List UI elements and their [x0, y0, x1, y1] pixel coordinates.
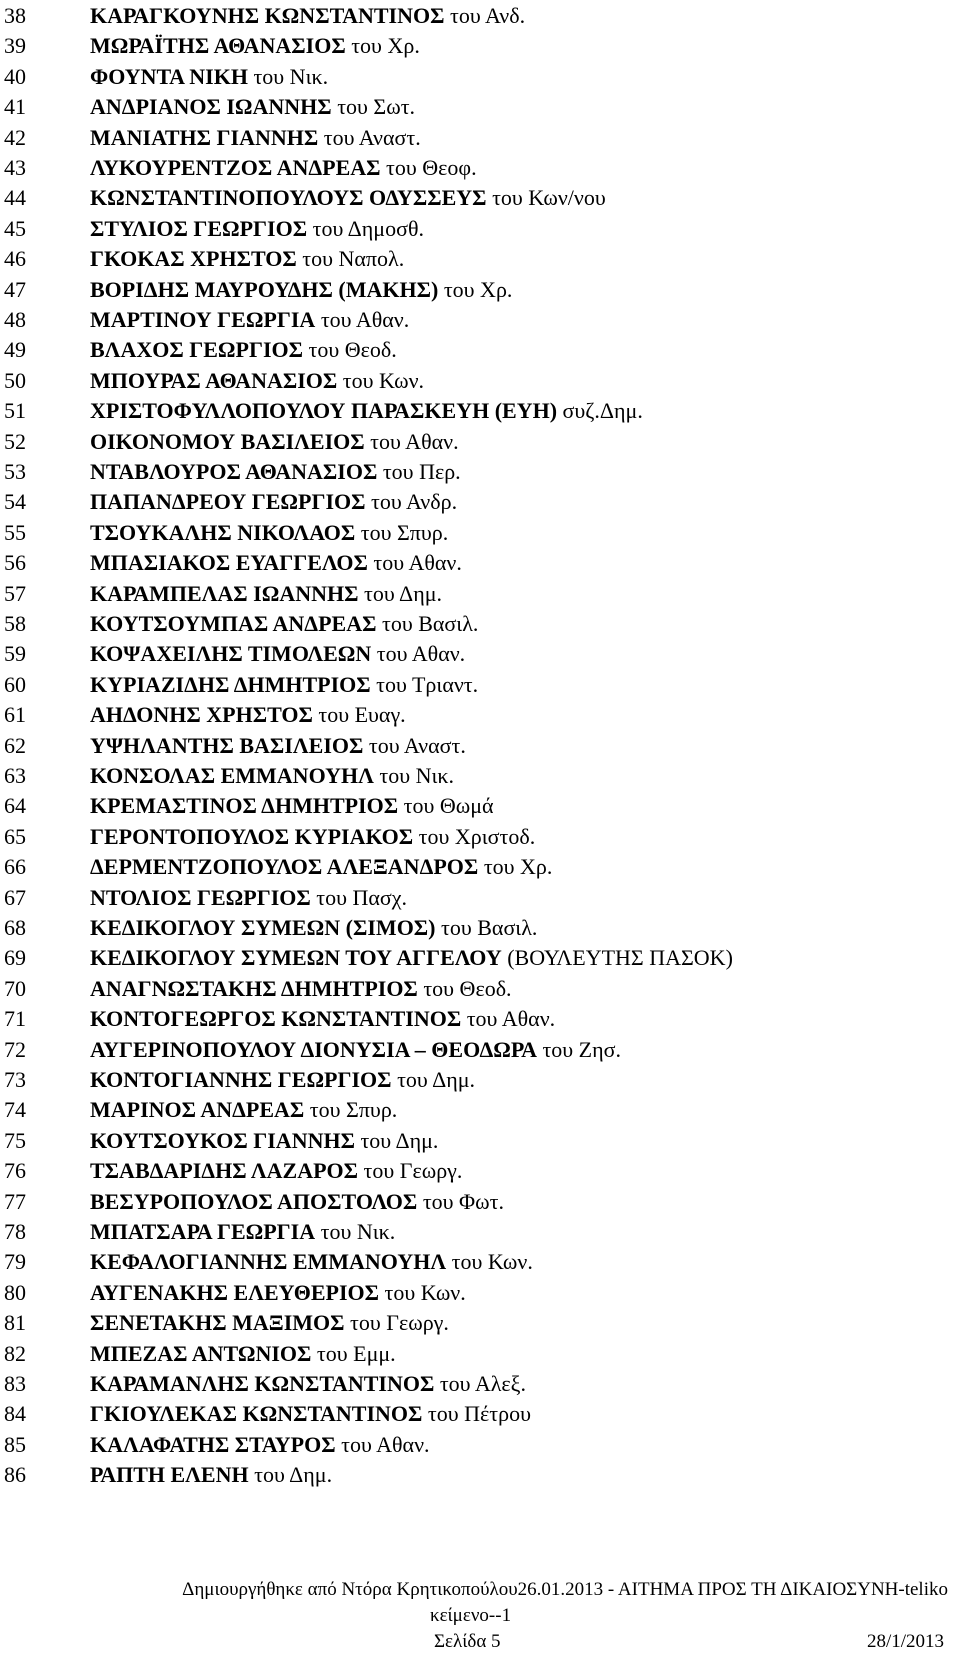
item-entry	[90, 608, 478, 639]
item-number: 67	[4, 884, 26, 910]
item-number: 55	[4, 519, 26, 545]
item-suffix: του Δημ.	[354, 1127, 439, 1153]
item-number: 65	[4, 823, 26, 849]
list-item	[0, 760, 960, 791]
item-entry	[90, 1246, 533, 1277]
item-entry	[90, 547, 462, 578]
item-entry	[90, 1003, 555, 1034]
item-suffix: του Πασχ.	[310, 884, 408, 910]
item-number: 80	[4, 1279, 26, 1305]
list-item	[0, 1459, 960, 1490]
item-name: ΥΨΗΛΑΝΤΗΣ ΒΑΣΙΛΕΙΟΣ	[90, 732, 364, 758]
item-name: ΚΟΥΤΣΟΥΚΟΣ ΓΙΑΝΝΗΣ	[90, 1127, 355, 1153]
item-number: 69	[4, 945, 26, 971]
item-name: ΜΠΟΥΡΑΣ ΑΘΑΝΑΣΙΟΣ	[90, 367, 338, 393]
item-entry	[90, 1094, 397, 1125]
item-number: 73	[4, 1067, 26, 1092]
list-item	[0, 1246, 960, 1277]
item-name: ΔΕΡΜΕΝΤΖΟΠΟΥΛΟΣ ΑΛΕΞΑΝΔΡΟΣ	[90, 854, 479, 880]
item-suffix: του Θεοφ.	[380, 155, 477, 180]
item-name: ΜΠΑΣΙΑΚΟΣ ΕΥΑΓΓΕΛΟΣ	[90, 550, 368, 576]
item-entry	[90, 730, 466, 761]
item-suffix: του Σπυρ.	[355, 519, 449, 545]
item-entry	[90, 1307, 449, 1338]
item-suffix: του Αναστ.	[363, 732, 466, 758]
item-name: ΜΠΕΖΑΣ ΑΝΤΩΝΙΟΣ	[90, 1340, 312, 1366]
item-entry	[90, 1125, 438, 1156]
item-entry	[90, 243, 404, 274]
item-entry	[90, 1429, 430, 1460]
item-number: 71	[4, 1006, 26, 1032]
list-item	[0, 1034, 960, 1065]
item-entry	[90, 213, 424, 244]
list-item	[0, 1186, 960, 1217]
item-name: ΝΤΑΒΛΟΥΡΟΣ ΑΘΑΝΑΣΙΟΣ	[90, 459, 378, 484]
item-number: 48	[4, 307, 26, 332]
list-item	[0, 821, 960, 852]
list-item	[0, 882, 960, 913]
item-name: ΤΣΟΥΚΑΛΗΣ ΝΙΚΟΛΑΟΣ	[90, 519, 356, 545]
item-entry	[90, 152, 477, 183]
list-item	[0, 1368, 960, 1399]
item-number: 72	[4, 1036, 26, 1062]
list-item	[0, 152, 960, 183]
list-item	[0, 699, 960, 730]
item-number: 42	[4, 124, 26, 150]
item-number: 52	[4, 428, 26, 454]
item-name: ΚΟΝΤΟΓΕΩΡΓΟΣ ΚΩΝΣΤΑΝΤΙΝΟΣ	[90, 1006, 462, 1032]
list-item	[0, 334, 960, 365]
item-suffix: του Βασιλ.	[376, 611, 479, 636]
item-suffix: του Τριαντ.	[370, 671, 479, 697]
item-name: ΒΕΣΥΡΟΠΟΥΛΟΣ ΑΠΟΣΤΟΛΟΣ	[90, 1188, 418, 1214]
item-suffix: του Περ.	[377, 459, 461, 484]
item-suffix: του Γεωργ.	[344, 1310, 449, 1336]
item-entry	[90, 1216, 395, 1247]
item-suffix: του Ανδρ.	[365, 489, 458, 515]
list-item	[0, 638, 960, 669]
item-name: ΤΣΑΒΔΑΡΙΔΗΣ ΛΑΖΑΡΟΣ	[90, 1158, 359, 1184]
item-suffix: του Αθαν.	[367, 550, 462, 576]
item-number: 51	[4, 398, 26, 424]
list-item	[0, 1003, 960, 1034]
item-name: ΣΕΝΕΤΑΚΗΣ ΜΑΞΙΜΟΣ	[90, 1310, 345, 1336]
item-entry	[90, 1064, 475, 1095]
item-entry	[90, 790, 494, 821]
list-item	[0, 547, 960, 578]
item-entry	[90, 1277, 466, 1308]
item-name: ΜΑΝΙΑΤΗΣ ΓΙΑΝΝΗΣ	[90, 124, 319, 150]
item-entry	[90, 578, 442, 609]
item-number: 56	[4, 550, 26, 576]
item-suffix: του Χρ.	[478, 854, 553, 880]
item-entry	[90, 912, 537, 943]
item-entry	[90, 821, 535, 852]
item-number: 74	[4, 1097, 26, 1123]
item-name: ΡΑΠΤΗ ΕΛΕΝΗ	[90, 1462, 249, 1488]
item-entry	[90, 456, 461, 487]
item-name: ΚΟΥΤΣΟΥΜΠΑΣ ΑΝΔΡΕΑΣ	[90, 611, 377, 636]
item-entry	[90, 699, 406, 730]
list-item	[0, 912, 960, 943]
item-name: ΝΤΟΛΙΟΣ ΓΕΩΡΓΙΟΣ	[90, 884, 311, 910]
item-number: 60	[4, 671, 26, 697]
item-number: 58	[4, 611, 26, 636]
list-item	[0, 942, 960, 973]
item-entry	[90, 517, 448, 548]
footer-date: 28/1/2013	[866, 1631, 944, 1652]
item-number: 39	[4, 33, 26, 59]
item-suffix: του Εμμ.	[311, 1340, 396, 1366]
list-item	[0, 274, 960, 305]
list-item	[0, 243, 960, 274]
list-item	[0, 1216, 960, 1247]
item-number: 53	[4, 459, 26, 484]
item-entry	[90, 1338, 396, 1369]
item-number: 59	[4, 641, 26, 667]
list-item	[0, 122, 960, 153]
item-number: 86	[4, 1462, 26, 1488]
item-entry	[90, 426, 459, 457]
list-item	[0, 426, 960, 457]
list-item	[0, 0, 960, 31]
list-item	[0, 1307, 960, 1338]
item-number: 75	[4, 1127, 26, 1153]
list-item	[0, 851, 960, 882]
list-item	[0, 91, 960, 122]
footer-document-name: κείμενο--1	[430, 1605, 512, 1626]
item-name: ΣΤΥΛΙΟΣ ΓΕΩΡΓΙΟΣ	[90, 215, 308, 241]
item-suffix: του Σωτ.	[331, 94, 416, 120]
item-suffix: του Ζησ.	[536, 1036, 621, 1062]
list-item	[0, 365, 960, 396]
list-item	[0, 730, 960, 761]
item-suffix: του Ανδ.	[444, 3, 526, 28]
item-suffix: του Αθαν.	[371, 641, 466, 667]
item-name: ΚΑΡΑΜΠΕΛΑΣ ΙΩΑΝΝΗΣ	[90, 580, 359, 606]
item-suffix: του Φωτ.	[417, 1188, 504, 1214]
item-number: 77	[4, 1188, 26, 1214]
item-name: ΠΑΠΑΝΔΡΕΟΥ ΓΕΩΡΓΙΟΣ	[90, 489, 366, 515]
item-name: ΒΟΡΙΔΗΣ ΜΑΥΡΟΥΔΗΣ (ΜΑΚΗΣ)	[90, 276, 439, 302]
item-suffix: του Αθαν.	[335, 1431, 430, 1457]
item-name: ΜΩΡΑΪΤΗΣ ΑΘΑΝΑΣΙΟΣ	[90, 33, 346, 59]
list-item	[0, 1277, 960, 1308]
list-item	[0, 304, 960, 335]
item-entry	[90, 274, 512, 305]
item-entry	[90, 365, 424, 396]
list-item	[0, 517, 960, 548]
item-suffix: του Κων.	[337, 367, 425, 393]
footer-document-info: Δημιουργήθηκε από Ντόρα Κρητικοπούλου26.01.2013 - ΑΙΤΗΜΑ ΠΡΟΣ ΤΗ ΔΙΚΑΙΟΣΥΝΗ-teliko	[182, 1579, 948, 1600]
item-entry	[90, 1398, 531, 1429]
item-suffix: του Θωμά	[398, 793, 494, 819]
item-entry	[90, 91, 415, 122]
item-name: ΑΥΓΕΡΙΝΟΠΟΥΛΟΥ ΔΙΟΝΥΣΙΑ – ΘΕΟΔΩΡΑ	[90, 1036, 537, 1062]
list-item	[0, 1155, 960, 1186]
item-entry	[90, 760, 454, 791]
item-name: ΚΟΨΑΧΕΙΛΗΣ ΤΙΜΟΛΕΩΝ	[90, 641, 372, 667]
item-number: 81	[4, 1310, 26, 1336]
list-item	[0, 578, 960, 609]
item-number: 61	[4, 702, 26, 728]
item-number: 46	[4, 246, 26, 272]
item-entry	[90, 1368, 526, 1399]
item-suffix: του Δημοσθ.	[307, 215, 424, 241]
item-suffix: του Αθαν.	[364, 428, 459, 454]
item-name: ΚΡΕΜΑΣΤΙΝΟΣ ΔΗΜΗΤΡΙΟΣ	[90, 793, 399, 819]
item-name: ΚΑΡΑΜΑΝΛΗΣ ΚΩΝΣΤΑΝΤΙΝΟΣ	[90, 1371, 435, 1396]
item-name: ΒΛΑΧΟΣ ΓΕΩΡΓΙΟΣ	[90, 337, 303, 363]
item-entry	[90, 942, 733, 973]
item-suffix: (ΒΟΥΛΕΥΤΗΣ ΠΑΣΟΚ)	[501, 945, 733, 971]
item-suffix: του Νικ.	[373, 763, 455, 788]
item-name: ΚΟΝΣΟΛΑΣ ΕΜΜΑΝΟΥΗΛ	[90, 763, 374, 788]
item-number: 45	[4, 215, 26, 241]
item-entry	[90, 395, 643, 426]
item-entry	[90, 30, 420, 61]
item-number: 68	[4, 915, 26, 940]
list-item	[0, 1398, 960, 1429]
list-item	[0, 30, 960, 61]
item-name: ΓΚΟΚΑΣ ΧΡΗΣΤΟΣ	[90, 246, 297, 272]
item-name: ΚΕΦΑΛΟΓΙΑΝΝΗΣ ΕΜΜΑΝΟΥΗΛ	[90, 1249, 447, 1275]
footer-page-number: Σελίδα 5	[434, 1631, 501, 1652]
list-item	[0, 1125, 960, 1156]
item-name: ΚΕΔΙΚΟΓΛΟΥ ΣΥΜΕΩΝ (ΣΙΜΟΣ)	[90, 915, 436, 940]
list-item	[0, 213, 960, 244]
item-name: ΚΟΝΤΟΓΙΑΝΝΗΣ ΓΕΩΡΓΙΟΣ	[90, 1067, 392, 1092]
item-entry	[90, 1155, 462, 1186]
item-suffix: του Νικ.	[247, 63, 329, 89]
item-name: ΑΝΑΓΝΩΣΤΑΚΗΣ ΔΗΜΗΤΡΙΟΣ	[90, 975, 418, 1001]
item-suffix: του Χρ.	[438, 276, 513, 302]
item-suffix: του Κων.	[379, 1279, 466, 1305]
item-entry	[90, 182, 606, 213]
item-suffix: του Δημ.	[248, 1462, 333, 1488]
item-number: 70	[4, 975, 26, 1001]
item-entry	[90, 1186, 504, 1217]
item-number: 84	[4, 1401, 26, 1427]
item-name: ΟΙΚΟΝΟΜΟΥ ΒΑΣΙΛΕΙΟΣ	[90, 428, 365, 454]
item-suffix: του Δημ.	[391, 1067, 476, 1092]
item-number: 78	[4, 1219, 26, 1244]
item-suffix: του Βασιλ.	[435, 915, 538, 940]
item-name: ΑΗΔΟΝΗΣ ΧΡΗΣΤΟΣ	[90, 702, 313, 728]
item-entry	[90, 882, 407, 913]
item-entry	[90, 0, 525, 31]
item-suffix: του Θεοδ.	[417, 975, 512, 1001]
item-number: 76	[4, 1158, 26, 1184]
item-name: ΚΑΡΑΓΚΟΥΝΗΣ ΚΩΝΣΤΑΝΤΙΝΟΣ	[90, 3, 445, 28]
item-number: 57	[4, 580, 26, 606]
list-item	[0, 790, 960, 821]
item-entry	[90, 61, 328, 92]
list-item	[0, 669, 960, 700]
item-suffix: του Πέτρου	[422, 1401, 531, 1427]
item-name: ΚΥΡΙΑΖΙΔΗΣ ΔΗΜΗΤΡΙΟΣ	[90, 671, 371, 697]
item-name: ΜΠΑΤΣΑΡΑ ΓΕΩΡΓΙΑ	[90, 1219, 316, 1244]
item-suffix: του Αλεξ.	[434, 1371, 526, 1396]
item-number: 49	[4, 337, 26, 363]
item-name: ΜΑΡΤΙΝΟΥ ΓΕΩΡΓΙΑ	[90, 307, 316, 332]
item-number: 38	[4, 3, 26, 28]
item-number: 83	[4, 1371, 26, 1396]
item-suffix: του Αθαν.	[315, 307, 410, 332]
item-suffix: του Χρ.	[345, 33, 420, 59]
item-name: ΚΕΔΙΚΟΓΛΟΥ ΣΥΜΕΩΝ ΤΟΥ ΑΓΓΕΛΟΥ	[90, 945, 502, 971]
item-suffix: του Σπυρ.	[304, 1097, 398, 1123]
list-item	[0, 456, 960, 487]
item-number: 82	[4, 1340, 26, 1366]
item-suffix: του Αθαν.	[461, 1006, 556, 1032]
item-suffix: του Ναπολ.	[296, 246, 405, 272]
item-number: 40	[4, 63, 26, 89]
list-item	[0, 1094, 960, 1125]
item-entry	[90, 486, 457, 517]
item-name: ΜΑΡΙΝΟΣ ΑΝΔΡΕΑΣ	[90, 1097, 305, 1123]
item-suffix: του Ευαγ.	[312, 702, 406, 728]
item-number: 63	[4, 763, 26, 788]
item-suffix: του Κων/νου	[486, 185, 606, 211]
item-number: 85	[4, 1431, 26, 1457]
item-name: ΑΝΔΡΙΑΝΟΣ ΙΩΑΝΝΗΣ	[90, 94, 332, 120]
item-suffix: του Δημ.	[358, 580, 442, 606]
item-suffix: του Χριστοδ.	[413, 823, 536, 849]
item-name: ΑΥΓΕΝΑΚΗΣ ΕΛΕΥΘΕΡΙΟΣ	[90, 1279, 380, 1305]
list-item	[0, 61, 960, 92]
item-name: ΛΥΚΟΥΡΕΝΤΖΟΣ ΑΝΔΡΕΑΣ	[90, 155, 381, 180]
item-entry	[90, 304, 409, 335]
item-number: 47	[4, 276, 26, 302]
list-item	[0, 1338, 960, 1369]
item-number: 43	[4, 155, 26, 180]
item-name: ΦΟΥΝΤΑ ΝΙΚΗ	[90, 63, 248, 89]
item-suffix: του Θεοδ.	[303, 337, 397, 363]
item-entry	[90, 334, 397, 365]
list-item	[0, 973, 960, 1004]
list-item	[0, 1429, 960, 1460]
item-number: 50	[4, 367, 26, 393]
item-entry	[90, 1034, 621, 1065]
item-suffix: συζ.Δημ.	[557, 398, 643, 424]
item-number: 62	[4, 732, 26, 758]
item-entry	[90, 638, 465, 669]
item-number: 41	[4, 94, 26, 120]
list-item	[0, 608, 960, 639]
item-name: ΚΑΛΑΦΑΤΗΣ ΣΤΑΥΡΟΣ	[90, 1431, 336, 1457]
item-entry	[90, 669, 478, 700]
item-number: 64	[4, 793, 26, 819]
item-entry	[90, 973, 512, 1004]
item-suffix: του Νικ.	[315, 1219, 396, 1244]
list-item	[0, 182, 960, 213]
list-item	[0, 1064, 960, 1095]
item-number: 79	[4, 1249, 26, 1275]
item-entry	[90, 122, 421, 153]
item-entry	[90, 851, 552, 882]
item-entry	[90, 1459, 332, 1490]
item-number: 44	[4, 185, 26, 211]
item-name: ΚΩΝΣΤΑΝΤΙΝΟΠΟΥΛΟΥΣ ΟΔΥΣΣΕΥΣ	[90, 185, 487, 211]
item-number: 66	[4, 854, 26, 880]
item-name: ΓΕΡΟΝΤΟΠΟΥΛΟΣ ΚΥΡΙΑΚΟΣ	[90, 823, 414, 849]
list-item	[0, 395, 960, 426]
item-name: ΓΚΙΟΥΛΕΚΑΣ ΚΩΝΣΤΑΝΤΙΝΟΣ	[90, 1401, 423, 1427]
item-number: 54	[4, 489, 26, 515]
item-suffix: του Κων.	[446, 1249, 533, 1275]
item-suffix: του Γεωργ.	[358, 1158, 463, 1184]
item-suffix: του Αναστ.	[318, 124, 421, 150]
item-name: ΧΡΙΣΤΟΦΥΛΛΟΠΟΥΛΟΥ ΠΑΡΑΣΚΕΥΗ (ΕΥΗ)	[90, 398, 558, 424]
list-item	[0, 486, 960, 517]
